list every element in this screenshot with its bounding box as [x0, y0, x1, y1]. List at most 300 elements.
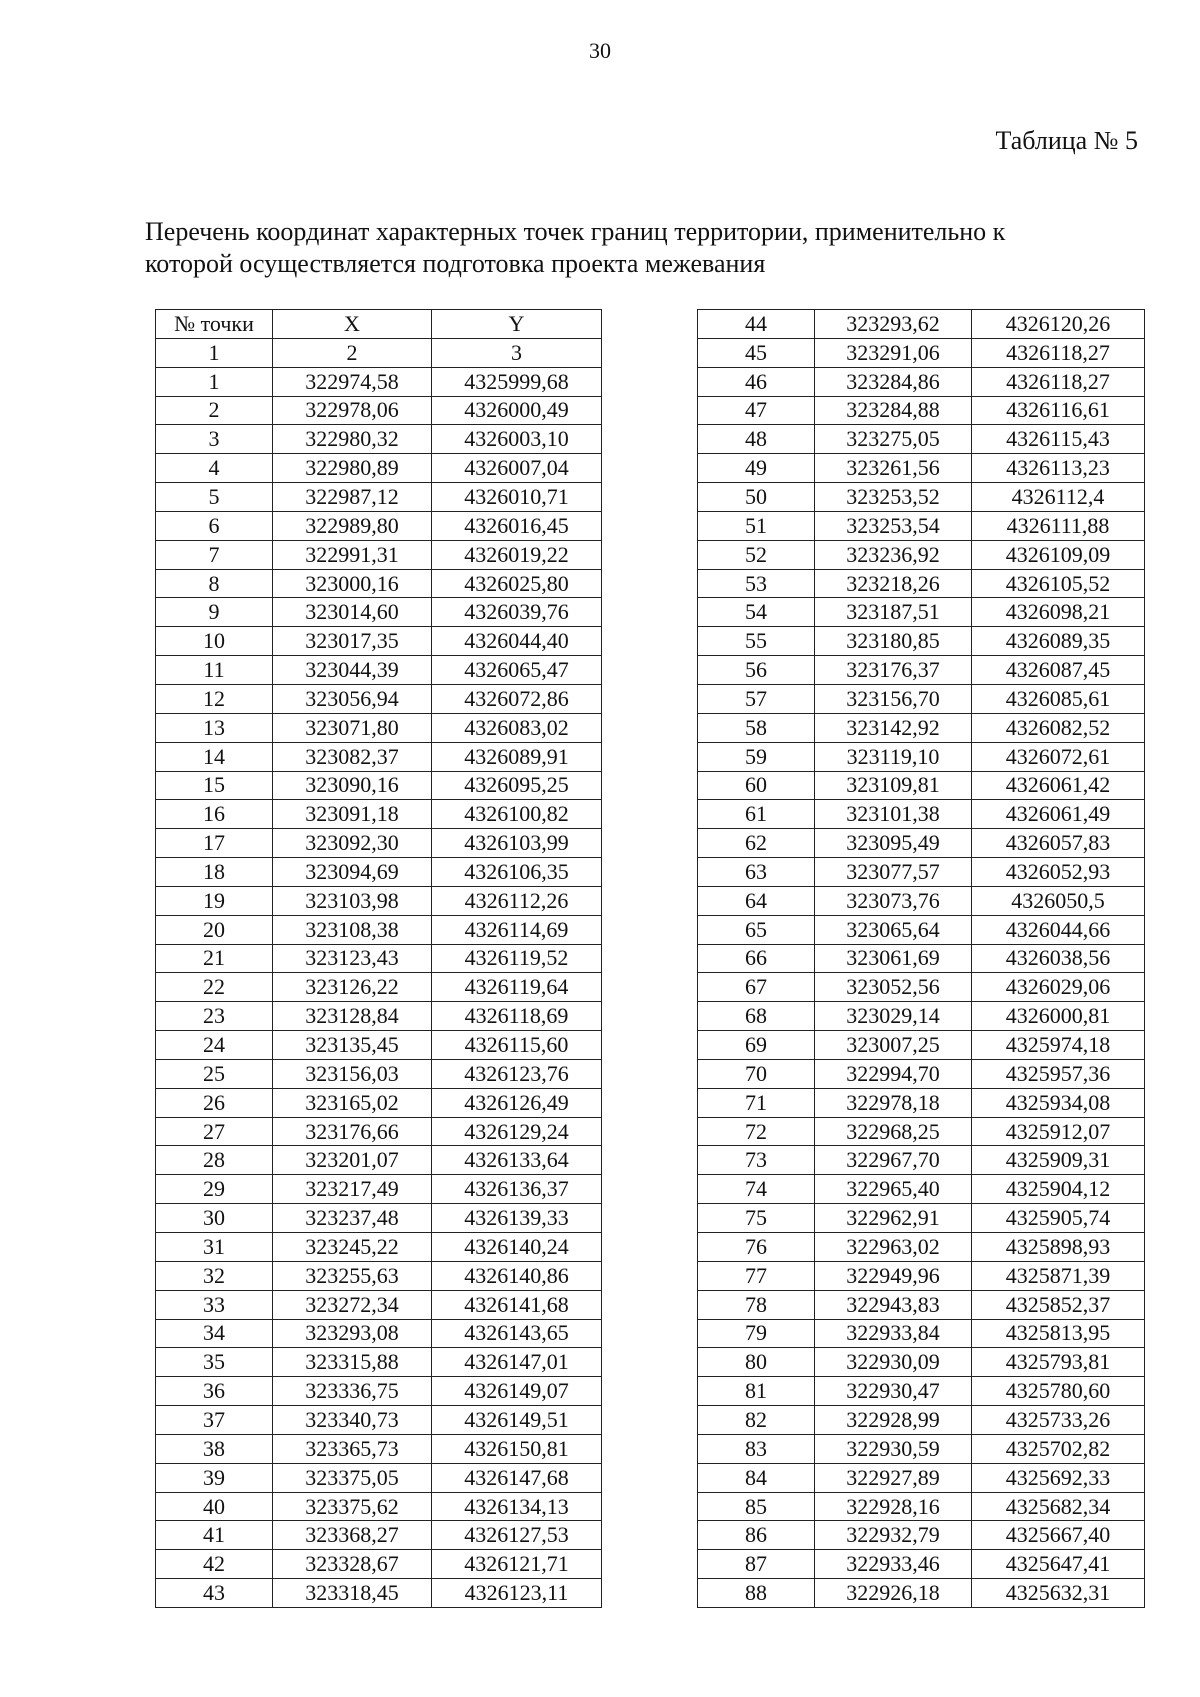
y-coordinate-cell: 4326025,80 — [432, 569, 602, 598]
x-coordinate-cell: 323328,67 — [273, 1550, 432, 1579]
table-row — [698, 771, 1145, 800]
x-coordinate-cell: 323293,62 — [815, 310, 972, 339]
table-row — [698, 310, 1145, 339]
table-row — [698, 1059, 1145, 1088]
x-coordinate-cell: 323187,51 — [815, 598, 972, 627]
x-coordinate-cell: 322978,18 — [815, 1088, 972, 1117]
point-number-cell: 68 — [698, 1002, 815, 1031]
point-number-cell: 87 — [698, 1550, 815, 1579]
x-coordinate-cell: 323375,05 — [273, 1463, 432, 1492]
point-number-cell: 29 — [156, 1175, 273, 1204]
y-coordinate-cell: 4326127,53 — [432, 1521, 602, 1550]
table-row — [698, 1204, 1145, 1233]
table-row — [698, 1002, 1145, 1031]
x-coordinate-cell: 323340,73 — [273, 1406, 432, 1435]
x-coordinate-cell: 323135,45 — [273, 1031, 432, 1060]
point-number-cell: 61 — [698, 800, 815, 829]
point-number-cell: 6 — [156, 511, 273, 540]
table-row — [698, 1088, 1145, 1117]
point-number-cell: 79 — [698, 1319, 815, 1348]
x-coordinate-cell: 322933,46 — [815, 1550, 972, 1579]
y-coordinate-cell: 4326019,22 — [432, 540, 602, 569]
document-title-line: Перечень координат характерных точек границ территории, применительно к — [145, 217, 1006, 246]
x-coordinate-cell: 323365,73 — [273, 1434, 432, 1463]
y-coordinate-cell: 4326029,06 — [972, 973, 1145, 1002]
table-row — [156, 1348, 602, 1377]
page-number: 30 — [589, 38, 611, 63]
table-row — [698, 713, 1145, 742]
table-row — [156, 425, 602, 454]
x-coordinate-cell: 323284,86 — [815, 367, 972, 396]
point-number-cell: 38 — [156, 1434, 273, 1463]
point-number-cell: 81 — [698, 1377, 815, 1406]
x-coordinate-cell: 323156,03 — [273, 1059, 432, 1088]
y-coordinate-cell: 4325999,68 — [432, 367, 602, 396]
table-row — [698, 1463, 1145, 1492]
x-coordinate-cell: 323017,35 — [273, 627, 432, 656]
point-number-cell: 17 — [156, 829, 273, 858]
table-row — [156, 829, 602, 858]
point-number-cell: 78 — [698, 1290, 815, 1319]
point-number-cell: 56 — [698, 656, 815, 685]
x-coordinate-cell: 323368,27 — [273, 1521, 432, 1550]
y-coordinate-cell: 4326052,93 — [972, 858, 1145, 887]
point-number-cell: 36 — [156, 1377, 273, 1406]
y-coordinate-cell: 4326126,49 — [432, 1088, 602, 1117]
table-row — [698, 454, 1145, 483]
x-coordinate-cell: 323253,54 — [815, 511, 972, 540]
point-number-cell: 11 — [156, 656, 273, 685]
y-coordinate-cell: 4326095,25 — [432, 771, 602, 800]
y-coordinate-cell: 4326140,86 — [432, 1261, 602, 1290]
point-number-cell: 25 — [156, 1059, 273, 1088]
table-row — [156, 742, 602, 771]
table-row — [698, 1377, 1145, 1406]
table-row — [156, 1233, 602, 1262]
point-number-cell: 41 — [156, 1521, 273, 1550]
point-number-cell: 52 — [698, 540, 815, 569]
table-row — [156, 1377, 602, 1406]
point-number-cell: 86 — [698, 1521, 815, 1550]
point-number-cell: 72 — [698, 1117, 815, 1146]
point-number-cell: 64 — [698, 886, 815, 915]
x-coordinate-cell: 322928,99 — [815, 1406, 972, 1435]
y-coordinate-cell: 4325957,36 — [972, 1059, 1145, 1088]
x-coordinate-cell: 322943,83 — [815, 1290, 972, 1319]
table-row — [156, 1088, 602, 1117]
table-row — [156, 511, 602, 540]
table-row — [698, 1175, 1145, 1204]
x-coordinate-cell: 323065,64 — [815, 915, 972, 944]
point-number-cell: 27 — [156, 1117, 273, 1146]
point-number-cell: 1 — [156, 367, 273, 396]
x-coordinate-cell: 323128,84 — [273, 1002, 432, 1031]
table-row — [698, 800, 1145, 829]
y-coordinate-cell: 4326000,81 — [972, 1002, 1145, 1031]
y-coordinate-cell: 4326010,71 — [432, 483, 602, 512]
x-coordinate-cell: 323094,69 — [273, 858, 432, 887]
x-coordinate-cell: 323014,60 — [273, 598, 432, 627]
x-coordinate-cell: 323218,26 — [815, 569, 972, 598]
y-coordinate-cell: 4326150,81 — [432, 1434, 602, 1463]
x-coordinate-cell: 323236,92 — [815, 540, 972, 569]
table-row — [156, 886, 602, 915]
x-coordinate-cell: 323071,80 — [273, 713, 432, 742]
x-coordinate-cell: 323245,22 — [273, 1233, 432, 1262]
y-coordinate-cell: 4326129,24 — [432, 1117, 602, 1146]
point-number-cell: 75 — [698, 1204, 815, 1233]
point-number-cell: 77 — [698, 1261, 815, 1290]
x-coordinate-cell: 322987,12 — [273, 483, 432, 512]
table-row — [698, 1031, 1145, 1060]
point-number-cell: 88 — [698, 1579, 815, 1608]
table-row — [156, 1463, 602, 1492]
x-coordinate-cell: 322932,79 — [815, 1521, 972, 1550]
table-row — [156, 1579, 602, 1608]
table-row — [156, 396, 602, 425]
point-number-cell: 67 — [698, 973, 815, 1002]
x-coordinate-cell: 323044,39 — [273, 656, 432, 685]
x-coordinate-cell: 322962,91 — [815, 1204, 972, 1233]
x-coordinate-cell: 322974,58 — [273, 367, 432, 396]
table-row — [698, 1319, 1145, 1348]
y-coordinate-cell: 4326057,83 — [972, 829, 1145, 858]
y-coordinate-cell: 4326087,45 — [972, 656, 1145, 685]
y-coordinate-cell: 4326089,35 — [972, 627, 1145, 656]
x-coordinate-cell: 322930,47 — [815, 1377, 972, 1406]
header-point-number: № точки — [156, 310, 273, 339]
x-coordinate-cell: 323291,06 — [815, 338, 972, 367]
point-number-cell: 54 — [698, 598, 815, 627]
y-coordinate-cell: 4325904,12 — [972, 1175, 1145, 1204]
y-coordinate-cell: 4326112,4 — [972, 483, 1145, 512]
coordinates-table-right — [697, 309, 1145, 1608]
x-coordinate-cell: 322928,16 — [815, 1492, 972, 1521]
table-row — [156, 1550, 602, 1579]
point-number-cell: 59 — [698, 742, 815, 771]
table-row — [698, 598, 1145, 627]
x-coordinate-cell: 323272,34 — [273, 1290, 432, 1319]
x-coordinate-cell: 323077,57 — [815, 858, 972, 887]
table-row — [156, 367, 602, 396]
header-y: Y — [432, 310, 602, 339]
x-coordinate-cell: 322991,31 — [273, 540, 432, 569]
column-number-row — [156, 338, 602, 367]
y-coordinate-cell: 4326143,65 — [432, 1319, 602, 1348]
x-coordinate-cell: 323061,69 — [815, 944, 972, 973]
y-coordinate-cell: 4326085,61 — [972, 684, 1145, 713]
table-row — [698, 886, 1145, 915]
x-coordinate-cell: 323082,37 — [273, 742, 432, 771]
y-coordinate-cell: 4326136,37 — [432, 1175, 602, 1204]
x-coordinate-cell: 323255,63 — [273, 1261, 432, 1290]
point-number-cell: 73 — [698, 1146, 815, 1175]
y-coordinate-cell: 4326147,68 — [432, 1463, 602, 1492]
x-coordinate-cell: 323108,38 — [273, 915, 432, 944]
y-coordinate-cell: 4326119,64 — [432, 973, 602, 1002]
x-coordinate-cell: 322933,84 — [815, 1319, 972, 1348]
x-coordinate-cell: 322927,89 — [815, 1463, 972, 1492]
table-row — [698, 973, 1145, 1002]
point-number-cell: 71 — [698, 1088, 815, 1117]
y-coordinate-cell: 4326118,69 — [432, 1002, 602, 1031]
y-coordinate-cell: 4326007,04 — [432, 454, 602, 483]
table-row — [698, 1146, 1145, 1175]
y-coordinate-cell: 4326089,91 — [432, 742, 602, 771]
x-coordinate-cell: 322978,06 — [273, 396, 432, 425]
column-number-cell: 1 — [156, 338, 273, 367]
x-coordinate-cell: 323165,02 — [273, 1088, 432, 1117]
point-number-cell: 22 — [156, 973, 273, 1002]
x-coordinate-cell: 322965,40 — [815, 1175, 972, 1204]
y-coordinate-cell: 4326100,82 — [432, 800, 602, 829]
point-number-cell: 48 — [698, 425, 815, 454]
y-coordinate-cell: 4326120,26 — [972, 310, 1145, 339]
point-number-cell: 74 — [698, 1175, 815, 1204]
table-row — [698, 1550, 1145, 1579]
y-coordinate-cell: 4325871,39 — [972, 1261, 1145, 1290]
y-coordinate-cell: 4325909,31 — [972, 1146, 1145, 1175]
table-row — [698, 338, 1145, 367]
x-coordinate-cell: 323315,88 — [273, 1348, 432, 1377]
point-number-cell: 10 — [156, 627, 273, 656]
point-number-cell: 20 — [156, 915, 273, 944]
coordinates-table-left — [155, 309, 602, 1608]
y-coordinate-cell: 4326083,02 — [432, 713, 602, 742]
table-row — [698, 1290, 1145, 1319]
point-number-cell: 42 — [156, 1550, 273, 1579]
table-row — [698, 1261, 1145, 1290]
table-row — [698, 627, 1145, 656]
point-number-cell: 28 — [156, 1146, 273, 1175]
document-title — [145, 216, 1145, 280]
table-row — [698, 396, 1145, 425]
table-row — [156, 684, 602, 713]
y-coordinate-cell: 4326123,76 — [432, 1059, 602, 1088]
point-number-cell: 53 — [698, 569, 815, 598]
x-coordinate-cell: 323237,48 — [273, 1204, 432, 1233]
y-coordinate-cell: 4326115,60 — [432, 1031, 602, 1060]
x-coordinate-cell: 323056,94 — [273, 684, 432, 713]
point-number-cell: 65 — [698, 915, 815, 944]
table-row — [156, 973, 602, 1002]
point-number-cell: 49 — [698, 454, 815, 483]
y-coordinate-cell: 4326044,66 — [972, 915, 1145, 944]
header-x: X — [273, 310, 432, 339]
x-coordinate-cell: 323095,49 — [815, 829, 972, 858]
table-row — [156, 569, 602, 598]
y-coordinate-cell: 4326115,43 — [972, 425, 1145, 454]
table-row — [698, 367, 1145, 396]
y-coordinate-cell: 4326016,45 — [432, 511, 602, 540]
x-coordinate-cell: 323091,18 — [273, 800, 432, 829]
table-row — [698, 1348, 1145, 1377]
table-row — [698, 944, 1145, 973]
table-row — [156, 713, 602, 742]
y-coordinate-cell: 4326109,09 — [972, 540, 1145, 569]
column-number-cell: 2 — [273, 338, 432, 367]
table-row — [156, 1261, 602, 1290]
table-row — [156, 1406, 602, 1435]
point-number-cell: 37 — [156, 1406, 273, 1435]
table-caption: Таблица № 5 — [995, 126, 1138, 155]
y-coordinate-cell: 4326139,33 — [432, 1204, 602, 1233]
table-row — [156, 944, 602, 973]
x-coordinate-cell: 322968,25 — [815, 1117, 972, 1146]
table-row — [156, 1434, 602, 1463]
x-coordinate-cell: 323029,14 — [815, 1002, 972, 1031]
x-coordinate-cell: 322949,96 — [815, 1261, 972, 1290]
point-number-cell: 7 — [156, 540, 273, 569]
point-number-cell: 66 — [698, 944, 815, 973]
point-number-cell: 5 — [156, 483, 273, 512]
point-number-cell: 85 — [698, 1492, 815, 1521]
table-row — [698, 1521, 1145, 1550]
point-number-cell: 3 — [156, 425, 273, 454]
point-number-cell: 58 — [698, 713, 815, 742]
table-row — [698, 1434, 1145, 1463]
table-row — [156, 656, 602, 685]
y-coordinate-cell: 4325912,07 — [972, 1117, 1145, 1146]
x-coordinate-cell: 322980,89 — [273, 454, 432, 483]
point-number-cell: 33 — [156, 1290, 273, 1319]
point-number-cell: 24 — [156, 1031, 273, 1060]
table-header-row — [156, 310, 602, 339]
point-number-cell: 4 — [156, 454, 273, 483]
x-coordinate-cell: 322930,09 — [815, 1348, 972, 1377]
y-coordinate-cell: 4326114,69 — [432, 915, 602, 944]
point-number-cell: 2 — [156, 396, 273, 425]
table-row — [156, 1521, 602, 1550]
table-row — [698, 742, 1145, 771]
table-row — [156, 1204, 602, 1233]
table-row — [156, 1031, 602, 1060]
y-coordinate-cell: 4326116,61 — [972, 396, 1145, 425]
y-coordinate-cell: 4326050,5 — [972, 886, 1145, 915]
x-coordinate-cell: 323052,56 — [815, 973, 972, 1002]
x-coordinate-cell: 322994,70 — [815, 1059, 972, 1088]
table-row — [698, 1117, 1145, 1146]
x-coordinate-cell: 322989,80 — [273, 511, 432, 540]
table-row — [156, 627, 602, 656]
y-coordinate-cell: 4325905,74 — [972, 1204, 1145, 1233]
y-coordinate-cell: 4326119,52 — [432, 944, 602, 973]
point-number-cell: 62 — [698, 829, 815, 858]
table-row — [156, 1059, 602, 1088]
table-row — [698, 425, 1145, 454]
table-row — [156, 454, 602, 483]
point-number-cell: 9 — [156, 598, 273, 627]
table-row — [698, 511, 1145, 540]
x-coordinate-cell: 323123,43 — [273, 944, 432, 973]
point-number-cell: 30 — [156, 1204, 273, 1233]
y-coordinate-cell: 4326061,42 — [972, 771, 1145, 800]
x-coordinate-cell: 323126,22 — [273, 973, 432, 1002]
point-number-cell: 8 — [156, 569, 273, 598]
table-row — [698, 483, 1145, 512]
table-row — [156, 800, 602, 829]
point-number-cell: 43 — [156, 1579, 273, 1608]
x-coordinate-cell: 323073,76 — [815, 886, 972, 915]
y-coordinate-cell: 4325780,60 — [972, 1377, 1145, 1406]
point-number-cell: 55 — [698, 627, 815, 656]
y-coordinate-cell: 4325793,81 — [972, 1348, 1145, 1377]
point-number-cell: 83 — [698, 1434, 815, 1463]
y-coordinate-cell: 4326111,88 — [972, 511, 1145, 540]
y-coordinate-cell: 4326134,13 — [432, 1492, 602, 1521]
y-coordinate-cell: 4326123,11 — [432, 1579, 602, 1608]
table-row — [156, 1175, 602, 1204]
y-coordinate-cell: 4326147,01 — [432, 1348, 602, 1377]
x-coordinate-cell: 322926,18 — [815, 1579, 972, 1608]
point-number-cell: 32 — [156, 1261, 273, 1290]
y-coordinate-cell: 4325934,08 — [972, 1088, 1145, 1117]
table-row — [698, 569, 1145, 598]
y-coordinate-cell: 4326141,68 — [432, 1290, 602, 1319]
point-number-cell: 39 — [156, 1463, 273, 1492]
y-coordinate-cell: 4326133,64 — [432, 1146, 602, 1175]
y-coordinate-cell: 4326000,49 — [432, 396, 602, 425]
x-coordinate-cell: 323101,38 — [815, 800, 972, 829]
y-coordinate-cell: 4326098,21 — [972, 598, 1145, 627]
x-coordinate-cell: 323176,66 — [273, 1117, 432, 1146]
y-coordinate-cell: 4326061,49 — [972, 800, 1145, 829]
point-number-cell: 14 — [156, 742, 273, 771]
table-row — [156, 540, 602, 569]
y-coordinate-cell: 4325898,93 — [972, 1233, 1145, 1262]
x-coordinate-cell: 322963,02 — [815, 1233, 972, 1262]
y-coordinate-cell: 4326113,23 — [972, 454, 1145, 483]
point-number-cell: 40 — [156, 1492, 273, 1521]
x-coordinate-cell: 323201,07 — [273, 1146, 432, 1175]
point-number-cell: 76 — [698, 1233, 815, 1262]
y-coordinate-cell: 4326118,27 — [972, 338, 1145, 367]
y-coordinate-cell: 4325813,95 — [972, 1319, 1145, 1348]
x-coordinate-cell: 323000,16 — [273, 569, 432, 598]
table-row — [698, 1233, 1145, 1262]
table-row — [156, 915, 602, 944]
y-coordinate-cell: 4326082,52 — [972, 713, 1145, 742]
y-coordinate-cell: 4325692,33 — [972, 1463, 1145, 1492]
table-row — [698, 540, 1145, 569]
y-coordinate-cell: 4326121,71 — [432, 1550, 602, 1579]
point-number-cell: 80 — [698, 1348, 815, 1377]
x-coordinate-cell: 323007,25 — [815, 1031, 972, 1060]
y-coordinate-cell: 4326105,52 — [972, 569, 1145, 598]
table-row — [698, 1406, 1145, 1435]
x-coordinate-cell: 323156,70 — [815, 684, 972, 713]
point-number-cell: 50 — [698, 483, 815, 512]
point-number-cell: 44 — [698, 310, 815, 339]
y-coordinate-cell: 4326118,27 — [972, 367, 1145, 396]
table-row — [698, 1579, 1145, 1608]
point-number-cell: 18 — [156, 858, 273, 887]
point-number-cell: 23 — [156, 1002, 273, 1031]
x-coordinate-cell: 323261,56 — [815, 454, 972, 483]
point-number-cell: 21 — [156, 944, 273, 973]
point-number-cell: 16 — [156, 800, 273, 829]
point-number-cell: 26 — [156, 1088, 273, 1117]
y-coordinate-cell: 4325682,34 — [972, 1492, 1145, 1521]
y-coordinate-cell: 4326106,35 — [432, 858, 602, 887]
y-coordinate-cell: 4325733,26 — [972, 1406, 1145, 1435]
x-coordinate-cell: 323109,81 — [815, 771, 972, 800]
y-coordinate-cell: 4325974,18 — [972, 1031, 1145, 1060]
table-row — [156, 1290, 602, 1319]
column-number-cell: 3 — [432, 338, 602, 367]
y-coordinate-cell: 4326103,99 — [432, 829, 602, 858]
y-coordinate-cell: 4326039,76 — [432, 598, 602, 627]
